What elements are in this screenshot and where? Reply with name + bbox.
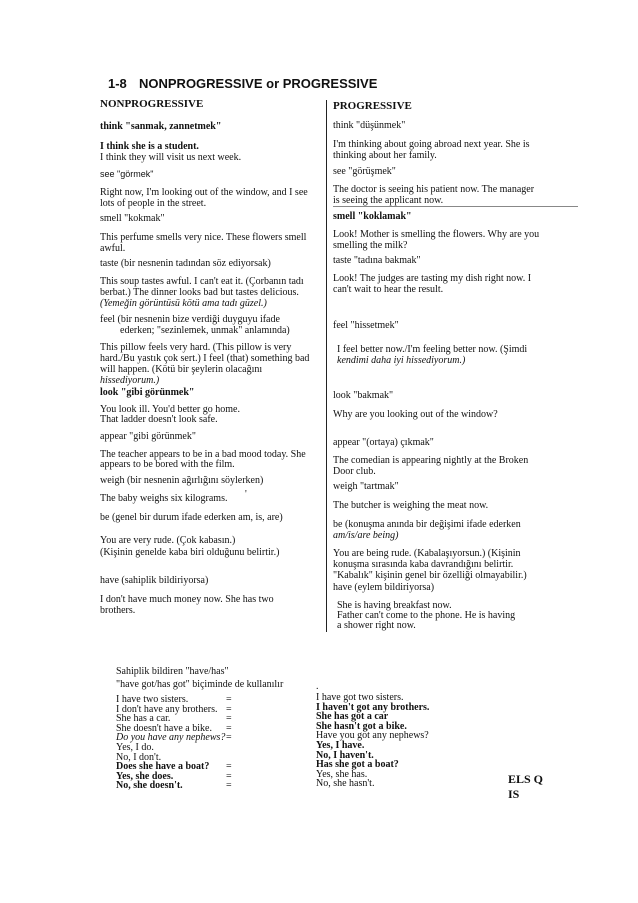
right-feel-example-2: kendimi daha iyi hissediyorum.): [337, 355, 466, 366]
corner-text-2: IS: [508, 787, 520, 801]
right-think-example-2: thinking about her family.: [333, 150, 437, 161]
column-divider: [326, 100, 327, 632]
left-look-example-1: You look ill. You'd better go home.: [100, 404, 240, 415]
have-example-row: Yes, I do.: [116, 742, 154, 753]
right-weigh-example: The butcher is weighing the meat now.: [333, 500, 489, 511]
right-be-label-1: be (konuşma anında bir değişimi ifade ederken: [333, 519, 521, 530]
right-have-example-3: a shower right now.: [337, 620, 416, 631]
left-feel-example-1: This pillow feels very hard. (This pillow is very: [100, 342, 292, 353]
have-example-row: She has a car.: [116, 713, 171, 725]
left-taste-example-2: berbat.) The dinner looks bad but tastes delicious.: [100, 287, 299, 298]
have-got-example-row: She hasn't got a bike.: [316, 720, 407, 732]
have-got-example-row: Yes, I have.: [316, 740, 365, 751]
have-example-row: Does she have a boat?: [116, 761, 210, 773]
left-weigh-mark: ': [245, 489, 247, 500]
section-number: 1-8: [108, 76, 127, 91]
left-appear-label: appear "gibi görünmek": [100, 431, 196, 442]
right-see-example-1: The doctor is seeing his patient now. The manager: [333, 184, 535, 195]
right-think-example-1: I'm thinking about going abroad next year. She is: [333, 139, 530, 150]
right-weigh-label: weigh "tartmak": [333, 481, 399, 492]
have-got-example-row: I have got two sisters.: [316, 692, 404, 703]
left-have-example-2: brothers.: [100, 605, 136, 616]
right-heading: PROGRESSIVE: [333, 100, 412, 112]
left-weigh-example: The baby weighs six kilograms.: [100, 493, 228, 504]
equals-sign: =: [226, 770, 232, 782]
have-example-row: No, I don't.: [116, 751, 162, 763]
left-smell-label: smell "kokmak": [100, 213, 165, 224]
left-look-label: look "gibi görünmek": [100, 387, 195, 398]
corner-text-1: ELS Q: [508, 772, 544, 786]
have-got-example-row: She has got a car: [316, 711, 389, 723]
have-example-row: No, she doesn't.: [116, 780, 183, 792]
left-think-example-2: I think they will visit us next week.: [100, 152, 242, 163]
note-title-1: Sahiplik bildiren "have/has": [116, 666, 229, 677]
left-see-label: see "görmek": [100, 169, 154, 179]
right-be-example-3: "Kabalık" kişinin genel bir özelliği olmayabilir.): [333, 570, 527, 581]
have-got-example-row: No, she hasn't.: [316, 778, 375, 790]
right-think-label: think "düşünmek": [333, 120, 406, 131]
have-example-row: I don't have any brothers.: [116, 703, 218, 715]
have-got-example-row: Yes, she has.: [316, 768, 368, 780]
right-appear-example-1: The comedian is appearing nightly at the Broken: [333, 455, 529, 466]
right-taste-example-2: can't wait to hear the result.: [333, 284, 444, 295]
left-taste-example-3: (Yemeğin görüntüsü kötü ama tadı güzel.): [100, 298, 267, 309]
right-have-example-1: She is having breakfast now.: [337, 600, 452, 611]
left-heading: NONPROGRESSIVE: [100, 98, 204, 110]
right-smell-example-2: smelling the milk?: [333, 240, 408, 251]
left-see-example-2: lots of people in the street.: [100, 198, 207, 209]
left-feel-example-4: hissediyorum.): [100, 375, 160, 386]
right-be-example-1: You are being rude. (Kabalaşıyorsun.) (Kişinin: [333, 548, 521, 559]
right-have-label: have (eylem bildiriyorsa): [333, 582, 435, 593]
left-be-label: be (genel bir durum ifade ederken am, is, are): [100, 512, 283, 523]
right-look-label: look "bakmak": [333, 390, 394, 401]
right-feel-example-1: I feel better now./I'm feeling better now. (Şimdi: [337, 344, 528, 355]
right-look-example: Why are you looking out of the window?: [333, 409, 498, 420]
left-taste-label: taste (bir nesnenin tadından söz ediyorsak): [100, 258, 271, 269]
left-smell-example-1: This perfume smells very nice. These flowers smell: [100, 232, 307, 243]
have-example-row: She doesn't have a bike.: [116, 722, 212, 734]
left-look-example-2: That ladder doesn't look safe.: [100, 414, 218, 425]
right-see-label: see "görüşmek": [333, 166, 396, 177]
right-appear-example-2: Door club.: [333, 466, 376, 477]
left-feel-label-2: ederken; "sezinlemek, unmak" anlamında): [120, 325, 290, 336]
equals-sign: =: [226, 713, 232, 725]
right-see-example-2: is seeing the applicant now.: [333, 195, 444, 206]
have-got-example-row: No, I haven't.: [316, 749, 374, 761]
left-think-label: think "sanmak, zannetmek": [100, 121, 222, 132]
equals-sign: =: [226, 780, 232, 792]
left-have-example-1: I don't have much money now. She has two: [100, 594, 274, 605]
left-smell-example-2: awful.: [100, 243, 126, 254]
have-example-row: Do you have any nephews?: [116, 732, 226, 744]
right-smell-label: smell "koklamak": [333, 211, 412, 222]
right-feel-label: feel "hissetmek": [333, 320, 399, 331]
left-taste-example-1: This soup tastes awful. I can't eat it. (Çorbanın tadı: [100, 276, 304, 287]
right-have-example-2: Father can't come to the phone. He is having: [337, 610, 516, 621]
left-be-example-2: (Kişinin genelde kaba biri olduğunu belirtir.): [100, 547, 280, 558]
note-dot: .: [316, 681, 319, 692]
equals-sign: =: [226, 694, 232, 705]
right-appear-label: appear "(ortaya) çıkmak": [333, 437, 434, 448]
have-example-row: Yes, she does.: [116, 770, 174, 782]
left-have-label: have (sahiplik bildiriyorsa): [100, 575, 209, 586]
equals-sign: =: [226, 722, 232, 734]
left-think-example-1: I think she is a student.: [100, 141, 199, 152]
left-see-example-1: Right now, I'm looking out of the window, and I see: [100, 187, 308, 198]
left-appear-example-2: appears to be bored with the film.: [100, 459, 235, 470]
left-feel-label-1: feel (bir nesnenin bize verdiği duyguyu ifade: [100, 314, 280, 325]
have-got-example-row: I haven't got any brothers.: [316, 701, 430, 713]
right-be-label-2: am/is/are being): [333, 530, 399, 541]
note-title-2: "have got/has got" biçiminde de kullanılır: [116, 679, 284, 690]
left-appear-example-1: The teacher appears to be in a bad mood today. She: [100, 449, 306, 460]
left-be-example-1: You are very rude. (Çok kabasın.): [100, 535, 236, 546]
page-title: NONPROGRESSIVE or PROGRESSIVE: [139, 76, 378, 91]
have-example-row: I have two sisters.: [116, 694, 189, 705]
have-got-example-row: Have you got any nephews?: [316, 730, 429, 742]
right-smell-example-1: Look! Mother is smelling the flowers. Why are you: [333, 229, 540, 240]
right-be-example-2: konuşma sırasında kaba davrandığını belirtir.: [333, 559, 514, 570]
have-got-example-row: Has she got a boat?: [316, 759, 399, 771]
left-feel-example-2: hard./Bu yastık çok sert.) I feel (that) something bad: [100, 353, 310, 364]
left-weigh-label: weigh (bir nesnenin ağırlığını söylerken): [100, 475, 264, 486]
right-taste-label: taste "tadına bakmak": [333, 255, 421, 266]
right-taste-example-1: Look! The judges are tasting my dish right now. I: [333, 273, 532, 284]
equals-sign: =: [226, 732, 232, 744]
separator-line: [333, 206, 578, 207]
equals-sign: =: [226, 703, 232, 715]
left-feel-example-3: will happen. (Kötü bir şeylerin olacağını: [100, 364, 263, 375]
equals-sign: =: [226, 761, 232, 773]
